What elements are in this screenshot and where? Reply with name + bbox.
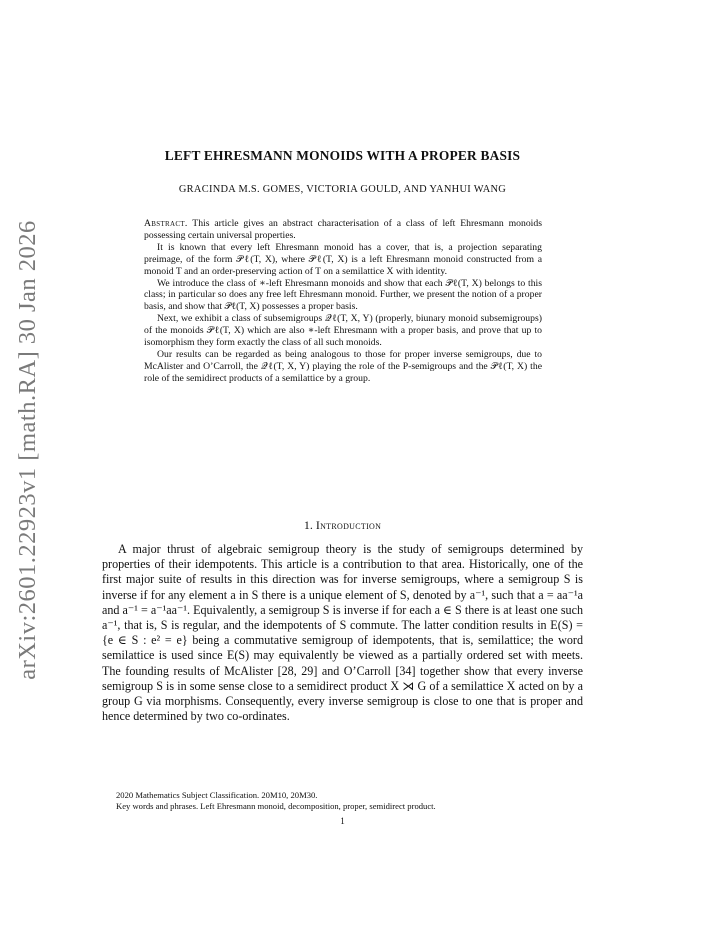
section-number: 1. (303, 518, 313, 532)
section-title: Introduction (315, 518, 382, 532)
footnotes (102, 790, 583, 813)
paper-title: LEFT EHRESMANN MONOIDS WITH A PROPER BASIS (164, 148, 521, 163)
arxiv-identifier-text: arXiv:2601.22923v1 [math.RA] 30 Jan 2026 (14, 220, 41, 680)
paper-authors: GRACINDA M.S. GOMES, VICTORIA GOULD, AND YANHUI WANG (178, 184, 507, 195)
abstract-paragraph: We introduce the class of ∗-left Ehresmann monoids and show that each 𝒫ℓ(T, X) belongs to this class; in particular so does any free left Ehresmann monoid. Further, we present the notion of a proper basis, and show that 𝒫ℓ(T, X) possesses a proper basis. (144, 277, 542, 313)
introduction-body (102, 542, 583, 724)
section-heading (102, 518, 583, 533)
msc-classification: 2020 Mathematics Subject Classification. 20M10, 20M30. (116, 790, 318, 800)
arxiv-identifier-stamp (10, 220, 46, 680)
abstract-paragraph: It is known that every left Ehresmann monoid has a cover, that is, a projection separating preimage, of the form 𝒫ℓ(T, X), where 𝒫ℓ(T, X) is a left Ehresmann monoid constructed from a monoid T and an order-preserving action of T on a semilattice X with identity. (144, 241, 542, 277)
abstract-paragraph: Next, we exhibit a class of subsemigroups 𝒬ℓ(T, X, Y) (properly, biunary monoid subsemigroups) of the monoids 𝒫ℓ(T, X) which are also ∗-left Ehresmann with a proper basis, and prove that up to isomorphism they form exactly the class of all such monoids. (144, 313, 542, 349)
abstract-paragraph (144, 218, 542, 242)
abstract-paragraph: Our results can be regarded as being analogous to those for proper inverse semigroups, due to McAlister and O’Carroll, the 𝒬ℓ(T, X, Y) playing the role of the P-semigroups and the 𝒫ℓ(T, X) the role of the semidirect products of a semilattice by a group. (144, 348, 542, 384)
abstract-label: Abstract. (144, 218, 188, 229)
abstract (144, 218, 542, 385)
introduction-paragraph: A major thrust of algebraic semigroup theory is the study of semigroups determined by properties of their idempotents. This article is a contribution to that area. Historically, one of the first major suite of results in this direction was for inverse semigroups, where a semigroup S is inverse if for any element a in S there is a unique element of S, denoted by a⁻¹, such that a = aa⁻¹a and a⁻¹ = a⁻¹aa⁻¹. Equivalently, a semigroup S is inverse if for each a ∈ S there is at least one such a⁻¹, that is, S is regular, and the idempotents of S commute. The latter condition results in E(S) = {e ∈ S : e² = e} being a commutative semigroup of idempotents, that is, semilattice; the word semilattice is used since E(S) may equivalently be viewed as a partially ordered set with meets. The founding results of McAlister [28, 29] and O’Carroll [34] together show that every inverse semigroup S is in some sense close to a semidirect product X ⋊ G of a semilattice X acted on by a group G via morphisms. Consequently, every inverse semigroup is close to one that is proper and hence determined by two co-ordinates. (102, 542, 583, 724)
abstract-paragraph-text: This article gives an abstract characterisation of a class of left Ehresmann monoids possessing certain universal properties. (144, 218, 542, 241)
page-number: 1 (340, 816, 345, 826)
keywords: Key words and phrases. Left Ehresmann monoid, decomposition, proper, semidirect product. (116, 801, 436, 812)
